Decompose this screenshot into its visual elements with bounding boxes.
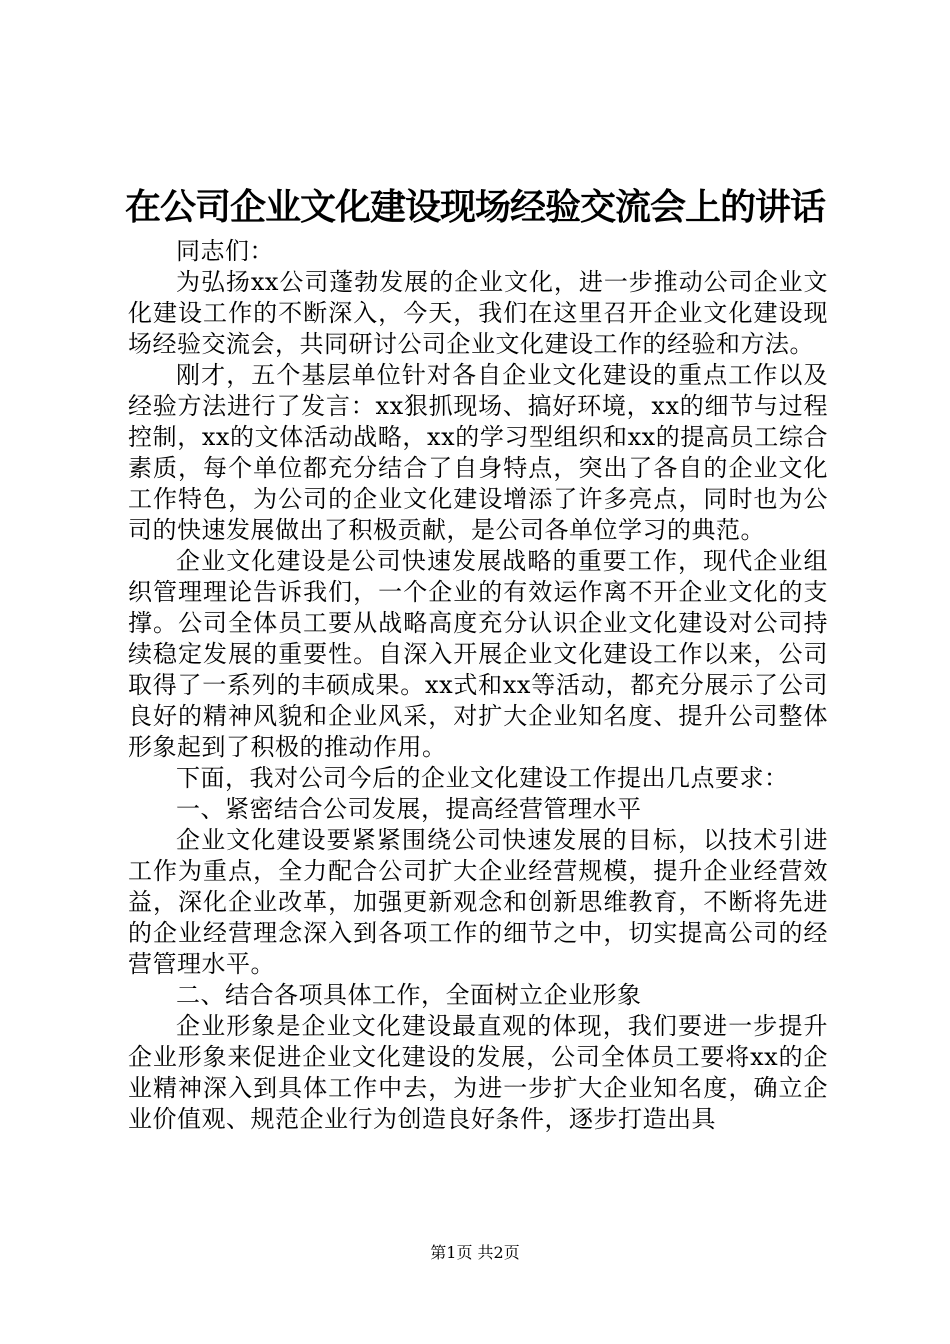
body-paragraph: 下面，我对公司今后的企业文化建设工作提出几点要求： [176, 764, 789, 792]
document-title: 在公司企业文化建设现场经验交流会上的讲话 [124, 186, 825, 228]
page-footer [0, 1242, 950, 1264]
body-paragraph: 企业形象是企业文化建设最直观的体现，我们要进一步提升企业形象来促进企业文化建设的发展，公司全体员工要将xx的企业精神深入到具体工作中去，为进一步扩大企业知名度，确立企业价值观、规范企业行为创造良好条件，逐步打造出具 [128, 1012, 828, 1133]
document-body [128, 236, 828, 1135]
section-heading: 二、结合各项具体工作，全面树立企业形象 [176, 981, 642, 1009]
section-heading: 一、紧密结合公司发展，提高经营管理水平 [176, 795, 642, 823]
body-paragraph: 企业文化建设是公司快速发展战略的重要工作，现代企业组织管理理论告诉我们，一个企业的有效运作离不开企业文化的支撑。公司全体员工要从战略高度充分认识企业文化建设对公司持续稳定发展的重要性。自深入开展企业文化建设工作以来，公司取得了一系列的丰硕成果。xx式和xx等活动，都充分展示了公司良好的精神风貌和企业风采，对扩大企业知名度、提升公司整体形象起到了积极的推动作用。 [128, 547, 828, 761]
body-paragraph: 刚才，五个基层单位针对各自企业文化建设的重点工作以及经验方法进行了发言：xx狠抓现场、搞好环境，xx的细节与过程控制，xx的文体活动战略，xx的学习型组织和xx的提高员工综合素质，每个单位都充分结合了自身特点，突出了各自的企业文化工作特色，为公司的企业文化建设增添了许多亮点，同时也为公司的快速发展做出了积极贡献，是公司各单位学习的典范。 [128, 361, 828, 544]
salutation: 同志们： [176, 237, 274, 265]
page-number: 第1页 [430, 1243, 473, 1262]
page-total: 共2页 [477, 1243, 520, 1262]
body-paragraph: 为弘扬xx公司蓬勃发展的企业文化，进一步推动公司企业文化建设工作的不断深入，今天，我们在这里召开企业文化建设现场经验交流会，共同研讨公司企业文化建设工作的经验和方法。 [128, 268, 828, 358]
body-paragraph: 企业文化建设要紧紧围绕公司快速发展的目标，以技术引进工作为重点，全力配合公司扩大企业经营规模，提升企业经营效益，深化企业改革，加强更新观念和创新思维教育，不断将先进的企业经营理念深入到各项工作的细节之中，切实提高公司的经营管理水平。 [128, 826, 828, 978]
